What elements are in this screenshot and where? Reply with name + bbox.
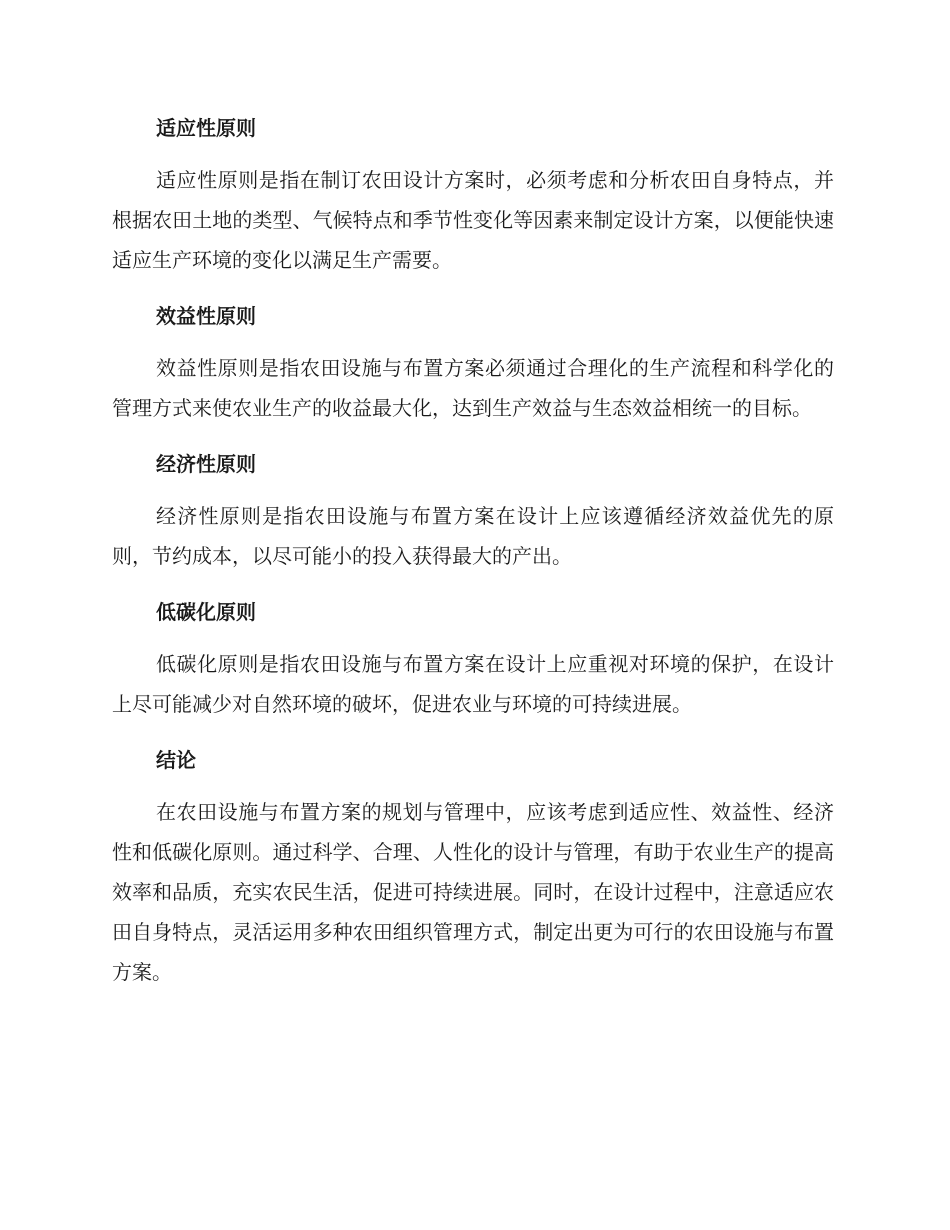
section-paragraph: 效益性原则是指农田设施与布置方案必须通过合理化的生产流程和科学化的管理方式来使农业生产的收益最大化，达到生产效益与生态效益相统一的目标。 [112,356,834,420]
section-conclusion [112,740,834,992]
section-heading: 效益性原则 [156,304,256,328]
section-paragraph: 适应性原则是指在制订农田设计方案时，必须考虑和分析农田自身特点，并根据农田土地的类型、气候特点和季节性变化等因素来制定设计方案，以便能快速适应生产环境的变化以满足生产需要。 [112,168,834,272]
section-low-carbon [112,592,834,724]
section-heading: 低碳化原则 [156,600,256,624]
section-heading: 经济性原则 [156,452,256,476]
section-efficiency [112,296,834,428]
section-paragraph: 低碳化原则是指农田设施与布置方案在设计上应重视对环境的保护，在设计上尽可能减少对自然环境的破坏，促进农业与环境的可持续进展。 [112,652,834,716]
section-heading: 适应性原则 [156,116,256,140]
section-heading: 结论 [156,748,196,772]
section-adaptability [112,108,834,280]
section-paragraph: 经济性原则是指农田设施与布置方案在设计上应该遵循经济效益优先的原则，节约成本，以尽可能小的投入获得最大的产出。 [112,504,834,568]
section-economy [112,444,834,576]
document-body [112,108,834,1008]
section-paragraph: 在农田设施与布置方案的规划与管理中，应该考虑到适应性、效益性、经济性和低碳化原则。通过科学、合理、人性化的设计与管理，有助于农业生产的提高效率和品质，充实农民生活，促进可持续进展。同时，在设计过程中，注意适应农田自身特点，灵活运用多种农田组织管理方式，制定出更为可行的农田设施与布置方案。 [112,800,834,984]
